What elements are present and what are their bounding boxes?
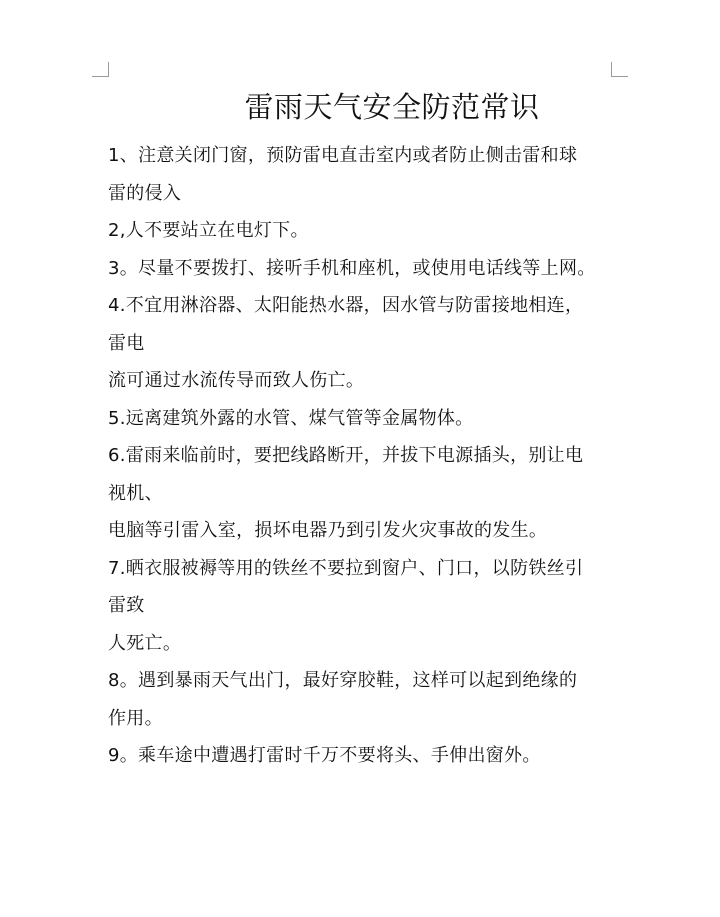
- page-corner-mark-top-left: [92, 62, 109, 77]
- text-line: 5.远离建筑外露的水管、煤气管等金属物体。: [108, 407, 474, 429]
- text-line: 8。遇到暴雨天气出门，最好穿胶鞋，这样可以起到绝缘的: [108, 670, 578, 691]
- text-line: 电脑等引雷入室，损坏电器乃到引发火灾事故的发生。: [108, 520, 548, 541]
- text-line: 雷致: [108, 595, 145, 616]
- text-line: 9。乘车途中遭遇打雷时千万不要将头、手伸出窗外。: [108, 745, 541, 766]
- page-corner-mark-top-right: [611, 62, 628, 77]
- text-line: 雷的侵入: [108, 182, 182, 204]
- text-line: 视机、: [108, 482, 163, 504]
- text-line: 7.晒衣服被褥等用的铁丝不要拉到窗户、门口，以防铁丝引: [108, 557, 584, 579]
- document-body: [108, 137, 628, 775]
- text-line: 6.雷雨来临前时，要把线路断开，并拔下电源插头，别让电: [108, 445, 584, 466]
- text-line: 4.不宜用淋浴器、太阳能热水器，因水管与防雷接地相连，: [108, 295, 584, 316]
- text-line: 2,人不要站立在电灯下。: [108, 220, 309, 241]
- text-line: 雷电: [108, 332, 145, 354]
- text-line: 3。尽量不要拨打、接听手机和座机，或使用电话线等上网。: [108, 257, 596, 279]
- text-line: 流可通过水流传导而致人伤亡。: [108, 370, 365, 391]
- document-title: 雷雨天气安全防范常识: [244, 90, 540, 124]
- text-line: 1、注意关闭门窗，预防雷电直击室内或者防止侧击雷和球: [108, 145, 578, 166]
- text-line: 作用。: [108, 707, 163, 729]
- text-line: 人死亡。: [108, 632, 182, 654]
